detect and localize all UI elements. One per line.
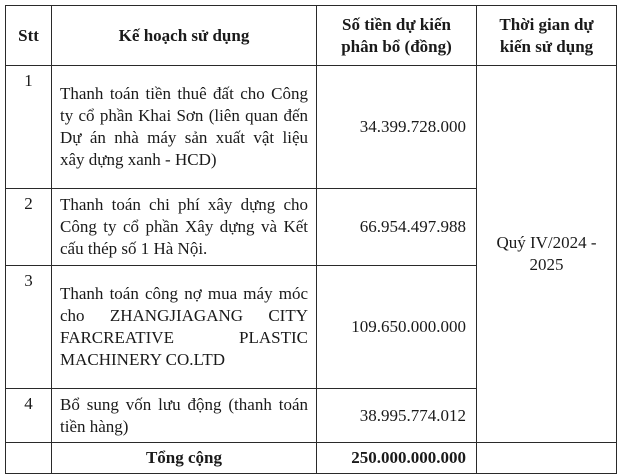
usage-time: Quý IV/2024 - 2025 bbox=[477, 66, 617, 443]
row-amount: 109.650.000.000 bbox=[317, 266, 477, 389]
row-plan: Thanh toán công nợ mua máy móc cho ZHANGJIAGANG CITY FARCREATIVE PLASTIC MACHINERY CO.LTD bbox=[52, 266, 317, 389]
row-amount: 38.995.774.012 bbox=[317, 389, 477, 443]
header-amount: Số tiền dự kiến phân bổ (đồng) bbox=[317, 6, 477, 66]
row-amount: 34.399.728.000 bbox=[317, 66, 477, 189]
header-stt: Stt bbox=[6, 6, 52, 66]
total-row bbox=[6, 443, 617, 474]
row-plan: Thanh toán chi phí xây dựng cho Công ty cổ phần Xây dựng và Kết cấu thép số 1 Hà Nội. bbox=[52, 189, 317, 266]
total-time-empty bbox=[477, 443, 617, 474]
row-stt: 2 bbox=[6, 189, 52, 266]
total-stt-empty bbox=[6, 443, 52, 474]
header-row bbox=[6, 6, 617, 66]
total-label: Tổng cộng bbox=[52, 443, 317, 474]
header-time: Thời gian dự kiến sử dụng bbox=[477, 6, 617, 66]
row-stt: 3 bbox=[6, 266, 52, 389]
total-amount: 250.000.000.000 bbox=[317, 443, 477, 474]
header-plan: Kế hoạch sử dụng bbox=[52, 6, 317, 66]
row-stt: 4 bbox=[6, 389, 52, 443]
row-stt: 1 bbox=[6, 66, 52, 189]
table-row bbox=[6, 66, 617, 189]
row-plan: Thanh toán tiền thuê đất cho Công ty cổ phần Khai Sơn (liên quan đến Dự án nhà máy sản xuất vật liệu xây dựng xanh - HCD) bbox=[52, 66, 317, 189]
fund-allocation-table bbox=[5, 5, 617, 474]
row-amount: 66.954.497.988 bbox=[317, 189, 477, 266]
row-plan: Bổ sung vốn lưu động (thanh toán tiền hàng) bbox=[52, 389, 317, 443]
